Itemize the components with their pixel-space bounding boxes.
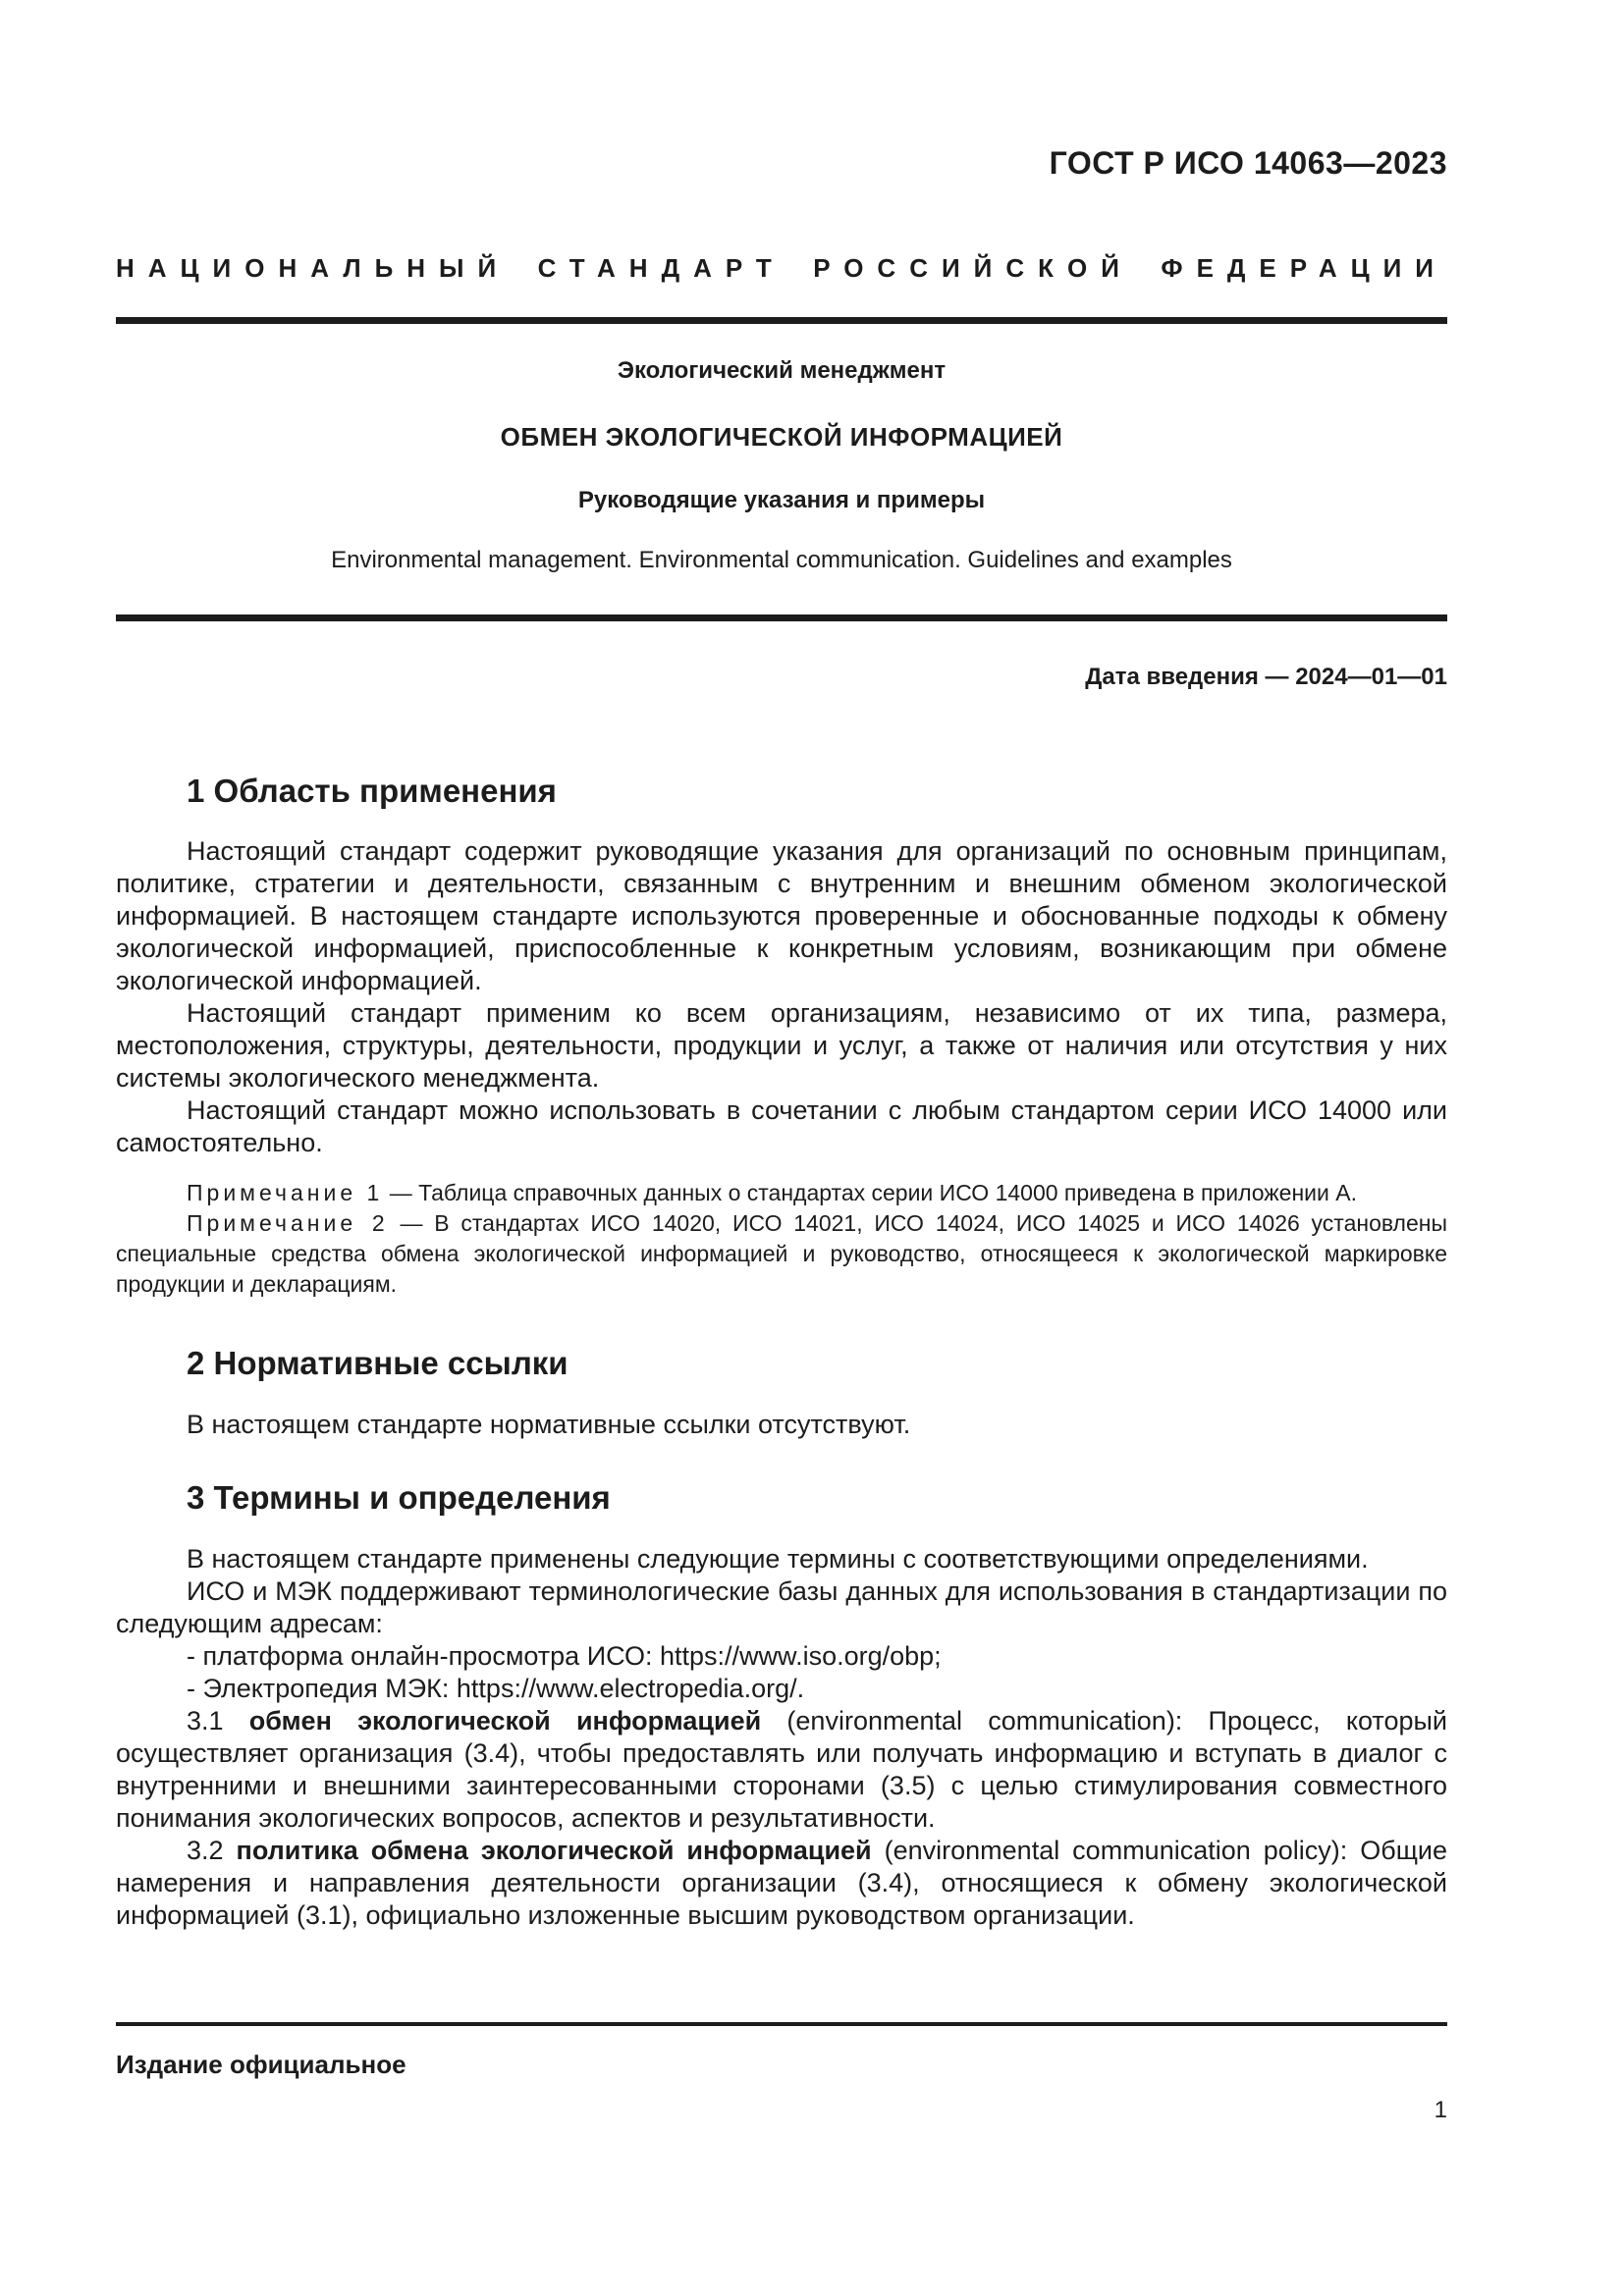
section-1-body <box>116 835 1447 1159</box>
page-number: 1 <box>1434 2097 1447 2123</box>
banner-word: РОССИЙСКОЙ <box>813 253 1133 283</box>
title-main: ОБМЕН ЭКОЛОГИЧЕСКОЙ ИНФОРМАЦИЕЙ <box>500 422 1063 452</box>
section-2-body <box>116 1409 1447 1441</box>
national-standard-banner <box>116 253 1447 284</box>
term-definition: (environmental communication policy): Общие намерения и направления деятельности организации (3.4), относящиеся к обмену экологической информацией (3.1), официально изложенные высшим руководством организации. <box>116 1836 1447 1930</box>
term-3-2 <box>116 1835 1447 1932</box>
footer-divider <box>116 2022 1447 2026</box>
term-definition: (environmental communication): Процесс, который осуществляет организация (3.4), чтобы предоставлять или получать информацию и вступать в диалог с внутренними и внешними заинтересованными сторонами (3.5) с целью стимулирования совместного понимания экологических вопросов, аспектов и результативности. <box>116 1706 1447 1833</box>
section-2-heading: 2 Нормативные ссылки <box>187 1345 568 1381</box>
top-divider <box>116 317 1447 324</box>
standard-designation: ГОСТ Р ИСО 14063—2023 <box>1049 145 1447 181</box>
term-name: обмен экологической информацией <box>248 1706 762 1735</box>
banner-word: ФЕДЕРАЦИИ <box>1161 253 1447 283</box>
paragraph: Настоящий стандарт можно использовать в сочетании с любым стандартом серии ИСО 14000 или самостоятельно. <box>116 1095 1447 1157</box>
edition-label: Издание официальное <box>116 2050 406 2079</box>
term-number: 3.2 <box>187 1836 237 1865</box>
banner-word: НАЦИОНАЛЬНЫЙ <box>116 253 511 283</box>
title-english: Environmental management. Environmental communication. Guidelines and examples <box>331 547 1232 573</box>
paragraph: В настоящем стандарте нормативные ссылки отсутствуют. <box>187 1410 911 1439</box>
list-item: - платформа онлайн-просмотра ИСО: https://www.iso.org/obp; <box>187 1641 942 1671</box>
paragraph: Настоящий стандарт содержит руководящие указания для организаций по основным принципам, политике, стратегии и деятельности, связанным с внутренним и внешним обменом экологической информацией. В настоящем стандарте используются проверенные и обоснованные подходы к обмену экологической информацией, приспособленные к конкретным условиям, возникающим при обмене экологической информацией. <box>116 836 1447 995</box>
title-divider <box>116 614 1447 621</box>
paragraph: Настоящий стандарт применим ко всем организациям, независимо от их типа, размера, местоположения, структуры, деятельности, продукции и услуг, а также от наличия или отсутствия у них системы экологического менеджмента. <box>116 998 1447 1093</box>
banner-word: СТАНДАРТ <box>537 253 785 283</box>
term-name: политика обмена экологической информацией <box>236 1836 872 1865</box>
note-label: Примечание 2 <box>187 1210 389 1236</box>
section-1-heading: 1 Область применения <box>187 773 557 809</box>
notes-block <box>116 1178 1447 1300</box>
title-category: Экологический менеджмент <box>617 357 947 384</box>
note-text: — В стандартах ИСО 14020, ИСО 14021, ИСО 14024, ИСО 14025 и ИСО 14026 установлены специальные средства обмена экологической информацией и руководство, относящееся к экологической маркировке продукции и декларациям. <box>116 1210 1447 1297</box>
introduction-date: Дата введения — 2024—01—01 <box>1085 664 1447 690</box>
note-text: — Таблица справочных данных о стандартах серии ИСО 14000 приведена в приложении А. <box>383 1180 1357 1205</box>
list-item: - Электропедия МЭК: https://www.electropedia.org/. <box>187 1674 805 1703</box>
note-2 <box>116 1208 1447 1300</box>
term-number: 3.1 <box>187 1706 249 1735</box>
paragraph: В настоящем стандарте применены следующие термины с соответствующими определениями. <box>187 1544 1369 1574</box>
title-subtitle: Руководящие указания и примеры <box>577 487 986 513</box>
term-3-1 <box>116 1705 1447 1835</box>
section-3-heading: 3 Термины и определения <box>187 1479 611 1516</box>
paragraph: ИСО и МЭК поддерживают терминологические базы данных для использования в стандартизации по следующим адресам: <box>116 1576 1447 1638</box>
section-3-body <box>116 1543 1447 1932</box>
note-1 <box>116 1178 1447 1208</box>
note-label: Примечание 1 <box>187 1180 384 1205</box>
